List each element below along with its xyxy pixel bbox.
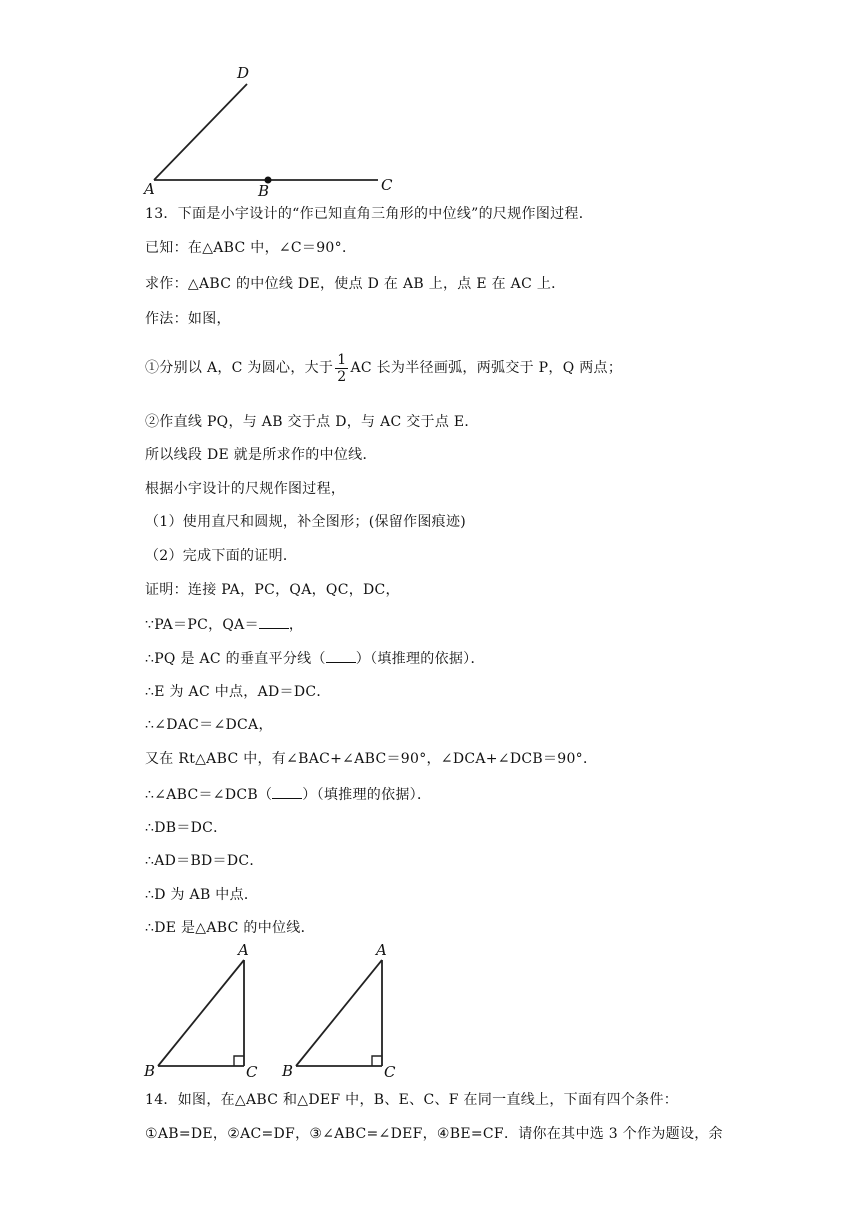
label-b: B: [258, 182, 270, 200]
triangle-left-label-a: A: [238, 941, 249, 959]
label-d: D: [237, 64, 250, 82]
triangle-right-side-ab: [296, 960, 382, 1066]
proof-line-9: ∴D 为 AB 中点．: [145, 887, 259, 903]
q13-step1: [145, 350, 622, 386]
triangle-left-label-c: C: [246, 1063, 258, 1080]
fraction-half: [335, 352, 348, 385]
q13-known: 已知：在△ABC 中，∠C＝90°．: [145, 240, 357, 256]
proof-line-4: ∴∠DAC＝∠DCA，: [145, 717, 273, 733]
proof-line-10: ∴DE 是△ABC 的中位线．: [145, 920, 315, 936]
proof-line-6-text: ∴∠ABC＝∠DCB（: [145, 787, 273, 803]
proof-line-1-tail: ，: [288, 617, 304, 633]
proof-line-0: 证明：连接 PA，PC，QA，QC，DC，: [145, 582, 400, 598]
right-triangle-right: [276, 940, 416, 1080]
triangle-left-label-b: B: [144, 1062, 156, 1080]
q14-line1: 14．如图，在△ABC 和△DEF 中，B、E、C、F 在同一直线上，下面有四个条件：: [145, 1092, 679, 1108]
step1-pre: ①分别以 A，C 为圆心，大于: [145, 360, 334, 376]
q13-basis: 根据小宇设计的尺规作图过程，: [145, 481, 346, 497]
proof-line-2: [145, 648, 485, 669]
triangle-right-label-a: A: [376, 941, 387, 959]
proof-line-7: ∴DB＝DC．: [145, 820, 228, 836]
proof-line-2-text: ∴PQ 是 AC 的垂直平分线（: [145, 651, 326, 667]
q14-line2: ①AB=DE，②AC=DF，③∠ABC=∠DEF，④BE=CF．请你在其中选 3 个作为题设，余: [145, 1126, 723, 1142]
q13-step2: ②作直线 PQ，与 AB 交于点 D，与 AC 交于点 E．: [145, 414, 479, 430]
segment-ad: [154, 84, 247, 180]
label-a: A: [144, 180, 155, 198]
proof-line-6-tail: ）（填推理的依据）．: [302, 787, 432, 803]
answer-blank-3[interactable]: [272, 784, 302, 799]
q13-stem: 13．下面是小宇设计的“作已知直角三角形的中位线”的尺规作图过程．: [145, 206, 594, 222]
triangle-right-label-b: B: [282, 1062, 294, 1080]
fraction-denominator: 2: [337, 368, 347, 385]
q13-part1: （1）使用直尺和圆规，补全图形；(保留作图痕迹): [145, 514, 467, 530]
triangle-left-side-ab: [158, 960, 244, 1066]
proof-line-5: 又在 Rt△ABC 中，有∠BAC+∠ABC＝90°，∠DCA+∠DCB＝90°．: [145, 751, 598, 767]
answer-blank-2[interactable]: [326, 648, 356, 663]
answer-blank-1[interactable]: [259, 614, 289, 629]
triangle-right-label-c: C: [384, 1063, 396, 1080]
q13-conclusion: 所以线段 DE 就是所求作的中位线．: [145, 447, 377, 463]
proof-line-1: [145, 614, 303, 635]
right-angle-mark-right: [372, 1056, 382, 1066]
q13-part2: （2）完成下面的证明．: [145, 548, 298, 564]
angle-figure: [140, 60, 410, 200]
proof-line-8: ∴AD＝BD＝DC．: [145, 853, 264, 869]
proof-line-1-text: ∵PA＝PC，QA＝: [145, 617, 259, 633]
proof-line-3: ∴E 为 AC 中点，AD＝DC．: [145, 684, 331, 700]
q13-ask: 求作：△ABC 的中位线 DE，使点 D 在 AB 上，点 E 在 AC 上．: [145, 276, 566, 292]
proof-line-6: [145, 784, 431, 805]
label-c: C: [381, 176, 393, 194]
fraction-numerator: 1: [337, 351, 347, 368]
right-angle-mark-left: [234, 1056, 244, 1066]
step1-post: AC 长为半径画弧，两弧交于 P，Q 两点；: [350, 360, 623, 376]
right-triangle-left: [138, 940, 278, 1080]
proof-line-2-tail: ）（填推理的依据）．: [355, 651, 485, 667]
q13-method: 作法：如图，: [145, 311, 231, 327]
